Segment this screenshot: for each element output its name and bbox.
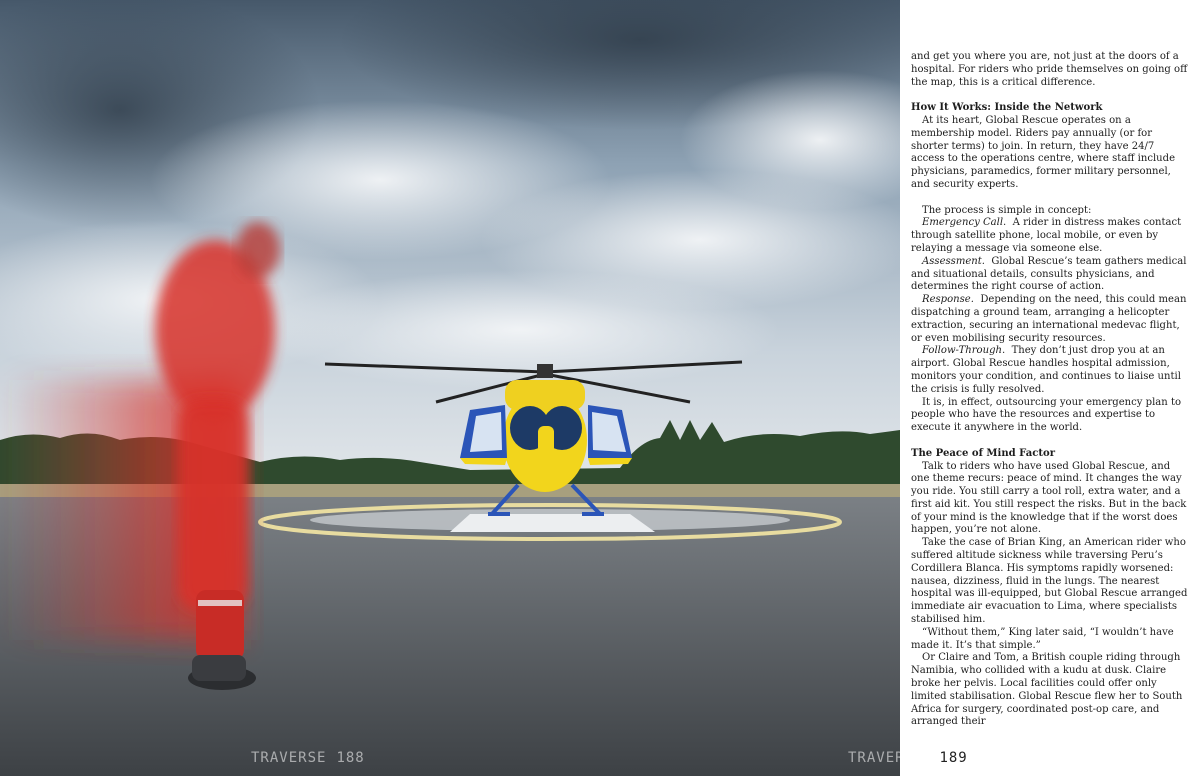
step-label: Emergency Call.	[922, 217, 1007, 229]
paragraph-outsourcing: It is, in effect, outsourcing your emergency plan to people who have the resources and expertise to execute it anywhere in the world.	[911, 396, 1182, 434]
section-heading-peace-of-mind: The Peace of Mind Factor	[911, 447, 1055, 459]
step-label: Follow-Through.	[922, 345, 1006, 357]
step-text: They don’t just drop you at an airport. Global Rescue handles hospital admission, monitors your condition, and continues to liaise until the crisis is fully resolved.	[911, 345, 1181, 395]
folio-left	[251, 750, 365, 766]
paragraph-process-intro: The process is simple in concept:	[922, 204, 1092, 216]
step-label: Assessment.	[922, 255, 985, 267]
step-assessment	[911, 256, 1189, 294]
folio-left-brand: TRAVERSE	[251, 750, 327, 766]
paragraph-king-quote: “Without them,” King later said, “I wouldn’t have made it. It’s that simple.”	[911, 626, 1174, 651]
section-heading-how-it-works: How It Works: Inside the Network	[911, 102, 1103, 114]
folio-right-page-number: 189	[939, 750, 968, 766]
folio-left-page-number: 188	[336, 750, 365, 766]
step-text: Global Rescue’s team gathers medical and situational details, consults physicians, and determines the right course of action.	[911, 255, 1187, 293]
paragraph-peace-of-mind: Talk to riders who have used Global Rescue, and one theme recurs: peace of mind. It changes the way you ride. You still carry a tool roll, extra water, and a first aid kit. You still respect the risks. But in the back of your mind is the knowledge that if the worst does happen, you’re not alone.	[911, 460, 1187, 536]
step-text: Depending on the need, this could mean dispatching a ground team, arranging a helicopter extraction, securing an international medevac flight, or even mobilising security resources.	[911, 294, 1187, 344]
paragraph-brian-king: Take the case of Brian King, an American rider who suffered altitude sickness while traversing Peru’s Cordillera Blanca. His symptoms rapidly worsened: nausea, dizziness, fluid in the lungs. The nearest hospital was ill-equipped, but Global Rescue arranged immediate air evacuation to Lima, where specialists stabilised him.	[911, 537, 1188, 626]
paragraph-membership: At its heart, Global Rescue operates on a membership model. Riders pay annually (or for shorter terms) to join. In return, they have 24/7 access to the operations centre, where staff include physicians, paramedics, former military personnel, and security experts.	[911, 114, 1176, 190]
intro-paragraph: and get you where you are, not just at the doors of a hospital. For riders who pride themselves on going off the map, this is a critical difference.	[911, 51, 1188, 88]
step-text: A rider in distress makes contact through satellite phone, local mobile, or even by relaying a message via someone else.	[911, 217, 1182, 254]
step-response	[911, 294, 1189, 345]
folio-right-brand: TRAVERSE	[848, 750, 924, 766]
step-follow-through	[911, 345, 1189, 396]
step-emergency-call	[911, 217, 1189, 255]
article-column	[911, 51, 1189, 729]
paragraph-claire-tom: Or Claire and Tom, a British couple riding through Namibia, who collided with a kudu at dusk. Claire broke her pelvis. Local facilities could offer only limited stabilisation. Global Rescue flew her to South Africa for surgery, coordinated post-op care, and arranged their	[911, 652, 1183, 728]
folio-right	[848, 750, 968, 766]
step-label: Response.	[922, 294, 974, 306]
